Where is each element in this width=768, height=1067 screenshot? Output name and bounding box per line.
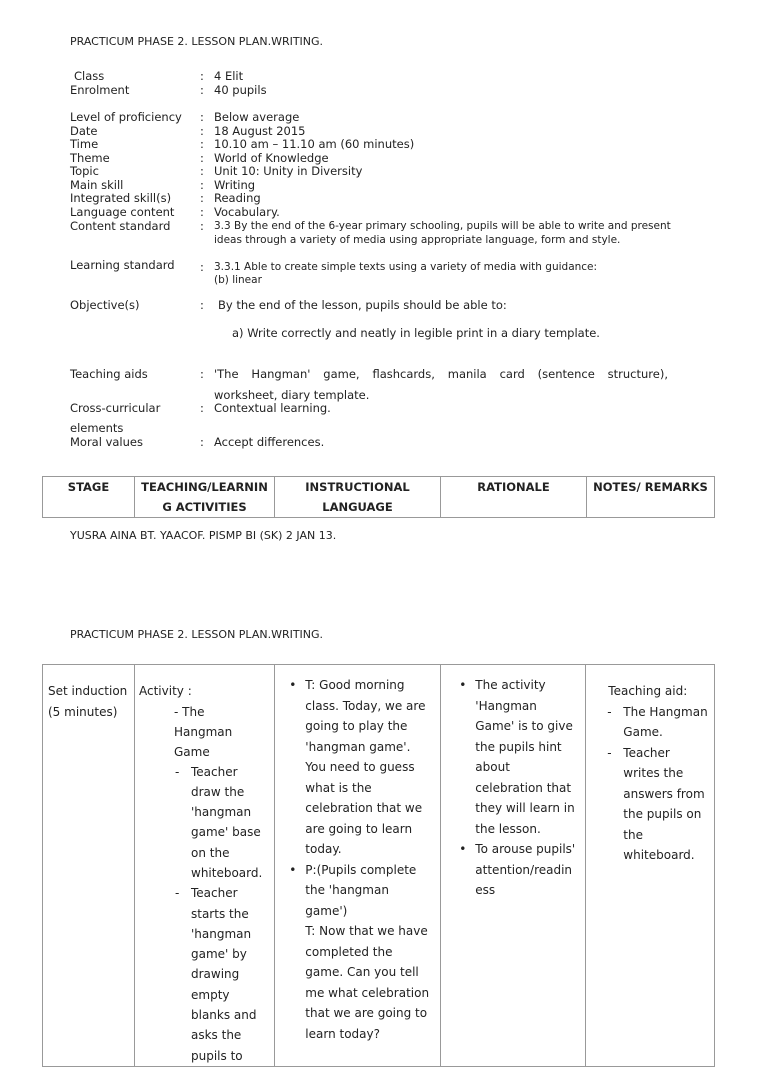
objective-item: a) Write correctly and neatly in legible print in a diary template. — [232, 326, 600, 340]
notes-list — [605, 702, 708, 866]
info-colon: : — [200, 83, 204, 97]
lesson-table — [42, 664, 715, 1067]
cell-notes — [586, 665, 715, 1067]
info-row-content-standard — [70, 219, 710, 249]
notes-title: Teaching aid: — [608, 684, 688, 698]
info-colon: : — [200, 219, 204, 233]
info-row-theme — [70, 151, 710, 165]
info-colon: : — [200, 205, 204, 219]
cell-stage — [43, 665, 135, 1067]
th-stage: STAGE — [43, 477, 135, 518]
info-row-date — [70, 124, 710, 138]
info-row-enrolment — [70, 83, 710, 97]
list-item: • P:(Pupils complete the 'hangman game') — [287, 860, 432, 922]
info-row-topic — [70, 164, 710, 178]
info-value: 18 August 2015 — [214, 124, 306, 138]
info-label-cont: elements — [70, 421, 124, 435]
info-colon: : — [200, 137, 204, 151]
info-colon: : — [200, 260, 204, 274]
activity-list — [139, 762, 268, 1066]
info-value: Reading — [214, 191, 261, 205]
th-instructional-language: INSTRUCTIONAL LANGUAGE — [275, 477, 441, 518]
info-value: Contextual learning. — [214, 401, 331, 415]
info-colon: : — [200, 178, 204, 192]
info-label: Cross-curricular — [70, 401, 161, 415]
page-footer: YUSRA AINA BT. YAACOF. PISMP BI (SK) 2 JAN 13. — [70, 529, 337, 542]
info-value: Writing — [214, 178, 256, 192]
th-notes: NOTES/ REMARKS — [587, 477, 715, 518]
info-value: 'The Hangman' game, flashcards, manila card (sentence structure), — [214, 367, 668, 381]
info-value-cont: ideas through a variety of media using appropriate language, form and style. — [214, 234, 621, 246]
info-colon: : — [200, 124, 204, 138]
info-colon: : — [200, 110, 204, 124]
info-value: By the end of the lesson, pupils should be able to: — [218, 298, 507, 312]
info-row-learning-standard — [70, 258, 710, 288]
info-label: Level of proficiency — [70, 110, 182, 124]
info-value-cont: worksheet, diary template. — [214, 388, 370, 402]
info-row-class — [70, 69, 710, 83]
info-value: 10.10 am – 11.10 am (60 minutes) — [214, 137, 415, 151]
info-colon: : — [200, 401, 204, 415]
stage-duration: (5 minutes) — [48, 704, 118, 719]
info-label: Objective(s) — [70, 298, 140, 312]
info-colon: : — [200, 435, 204, 449]
info-value: Accept differences. — [214, 435, 325, 449]
info-row-time — [70, 137, 710, 151]
info-row-cross-curricular — [70, 401, 710, 435]
info-label: Main skill — [70, 178, 124, 192]
activity-subtitle: - The Hangman Game — [174, 704, 233, 759]
info-label: Class — [74, 69, 105, 83]
info-value: 40 pupils — [214, 83, 267, 97]
info-row-level — [70, 110, 710, 124]
list-item: - Teacher writes the answers from the pupils on the whiteboard. — [605, 743, 708, 866]
lesson-table-header — [42, 476, 715, 518]
info-row-language-content — [70, 205, 710, 219]
info-value-cont: (b) linear — [214, 274, 262, 286]
info-label: Content standard — [70, 219, 171, 233]
info-label: Language content — [70, 205, 175, 219]
language-extra: T: Now that we have completed the game. Can you tell me what celebration that we are going to learn today? — [305, 924, 430, 1041]
cell-activities — [135, 665, 275, 1067]
activity-title: Activity : — [139, 684, 192, 698]
info-row-main-skill — [70, 178, 710, 192]
info-colon: : — [200, 191, 204, 205]
info-row-moral-values — [70, 435, 710, 449]
list-item: • The activity 'Hangman Game' is to give the pupils hint about celebration that they will learn in the lesson. — [457, 675, 579, 839]
list-item: - Teacher starts the 'hangman game' by drawing empty blanks and asks the pupils to — [173, 883, 262, 1066]
list-item: - Teacher draw the 'hangman game' base on the whiteboard. — [173, 762, 262, 884]
stage-name: Set induction — [48, 684, 128, 698]
rationale-list — [457, 675, 579, 901]
info-row-objectives — [70, 298, 710, 343]
language-list — [287, 675, 432, 921]
info-colon: : — [200, 298, 204, 312]
info-value: Unit 10: Unity in Diversity — [214, 164, 363, 178]
info-label: Time — [70, 137, 99, 151]
info-label: Teaching aids — [70, 367, 148, 381]
info-colon: : — [200, 69, 204, 83]
cell-instructional-language — [275, 665, 441, 1067]
list-item: - The Hangman Game. — [605, 702, 708, 743]
info-label: Moral values — [70, 435, 143, 449]
info-value: 3.3 By the end of the 6-year primary schooling, pupils will be able to write and present — [214, 220, 671, 232]
info-value: Vocabulary. — [214, 205, 280, 219]
th-rationale: RATIONALE — [441, 477, 587, 518]
info-colon: : — [200, 367, 204, 381]
info-label: Enrolment — [70, 83, 130, 97]
table-row — [43, 665, 715, 1067]
info-label: Date — [70, 124, 98, 138]
info-label: Learning standard — [70, 258, 175, 272]
th-activities: TEACHING/LEARNIN G ACTIVITIES — [135, 477, 275, 518]
info-label: Topic — [70, 164, 99, 178]
info-colon: : — [200, 164, 204, 178]
info-label: Integrated skill(s) — [70, 191, 172, 205]
info-row-integrated-skills — [70, 191, 710, 205]
info-value: Below average — [214, 110, 300, 124]
list-item: • T: Good morning class. Today, we are going to play the 'hangman game'. You need to guess what is the celebration that we are going to learn today. — [287, 675, 432, 860]
page-header-2: PRACTICUM PHASE 2. LESSON PLAN.WRITING. — [70, 628, 324, 641]
cell-rationale — [441, 665, 586, 1067]
info-colon: : — [200, 151, 204, 165]
page-header: PRACTICUM PHASE 2. LESSON PLAN.WRITING. — [70, 35, 324, 48]
info-value: 4 Elit — [214, 69, 244, 83]
info-value: World of Knowledge — [214, 151, 329, 165]
info-row-teaching-aids — [70, 367, 710, 401]
info-label: Theme — [70, 151, 110, 165]
list-item: • To arouse pupils' attention/readin ess — [457, 839, 579, 901]
info-value: 3.3.1 Able to create simple texts using a variety of media with guidance: — [214, 261, 598, 273]
